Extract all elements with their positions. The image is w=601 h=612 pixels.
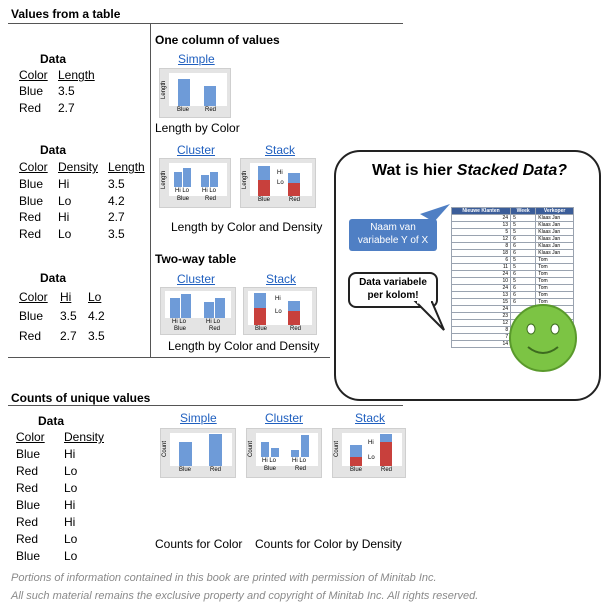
table-cell: 6 — [452, 257, 511, 264]
footer-line-1: Portions of information contained in this book are printed with permission of Minitab Inc. — [11, 572, 437, 584]
bar — [215, 298, 225, 318]
table-cell: Red — [19, 101, 42, 115]
bar — [174, 172, 182, 187]
table-cell: 4.2 — [88, 309, 105, 323]
table-cell: 18 — [452, 250, 511, 257]
table-cell: 6 — [511, 250, 536, 257]
tick-label: Hi Lo — [292, 458, 307, 464]
table-cell: Tom — [536, 299, 574, 306]
caption-length-by-color-density: Length by Color and Density — [168, 339, 320, 353]
table-cell: 23 — [452, 313, 511, 320]
table-cell: 3.5 — [108, 177, 125, 191]
table-cell: Hi — [64, 515, 76, 529]
table-cell: 24 — [452, 285, 511, 292]
table-row — [452, 215, 574, 222]
tick-label: Red — [295, 466, 307, 472]
table-cell: Tom — [536, 292, 574, 299]
tick-label: Red — [289, 197, 301, 203]
chart-thumbnail-counts-stack — [332, 428, 406, 478]
table-cell: Lo — [64, 549, 78, 563]
tick-label: Blue — [177, 196, 190, 202]
bar — [210, 172, 218, 187]
table-cell: Lo — [64, 481, 78, 495]
axis-label: Count — [248, 440, 254, 457]
data-heading: Data — [40, 52, 67, 66]
link-stack[interactable]: Stack — [266, 272, 297, 286]
table-cell: Lo — [64, 464, 78, 478]
table-cell: 11 — [452, 264, 511, 271]
bar — [170, 298, 180, 318]
tick-label: Red — [205, 107, 217, 113]
bar — [183, 168, 191, 187]
table-cell: 5 — [452, 229, 511, 236]
table-cell: 15 — [452, 299, 511, 306]
column-header-length: Length — [108, 160, 145, 174]
table-row — [452, 285, 574, 292]
table-cell: Red — [16, 481, 39, 495]
legend-label: Hi — [275, 296, 281, 302]
table-cell: Red — [16, 532, 39, 546]
caption-length-by-color: Length by Color — [155, 121, 240, 135]
section-title-values-from-table: Values from a table — [11, 7, 121, 21]
table-row — [452, 222, 574, 229]
bar — [201, 175, 209, 187]
variable-name-bubble: Naam van variabele Y of X — [349, 219, 437, 251]
tick-label: Blue — [177, 107, 190, 113]
bar-lo — [254, 308, 266, 325]
table-row — [452, 257, 574, 264]
bar — [291, 450, 299, 457]
table-row — [452, 229, 574, 236]
table-cell: Red — [19, 329, 42, 343]
column-header-density: Density — [58, 160, 99, 174]
table-cell: 6 — [511, 271, 536, 278]
table-cell: 5 — [511, 229, 536, 236]
link-stack[interactable]: Stack — [265, 143, 296, 157]
column-header-length: Length — [58, 68, 95, 82]
table-cell: Blue — [19, 194, 44, 208]
chart-thumbnail-two-way-stack — [243, 287, 317, 335]
table-cell: 5 — [511, 257, 536, 264]
link-cluster[interactable]: Cluster — [177, 272, 216, 286]
table-cell: Klaas Jan — [536, 250, 574, 257]
table-cell: 3.5 — [58, 84, 75, 98]
axis-label: Count — [162, 440, 168, 457]
bar-hi — [288, 301, 300, 311]
table-cell: Blue — [16, 498, 41, 512]
bar-lo — [288, 183, 300, 196]
table-row — [452, 250, 574, 257]
table-row — [452, 243, 574, 250]
chart-thumbnail-two-way-cluster — [160, 287, 236, 335]
bar-red-category — [204, 86, 216, 106]
tick-label: Red — [205, 196, 217, 202]
table-cell: Tom — [536, 285, 574, 292]
table-cell: Red — [16, 464, 39, 478]
legend-label: Lo — [275, 309, 282, 315]
table-cell: 2.7 — [58, 101, 75, 115]
bar-lo — [380, 442, 392, 466]
table-cell: Klaas Jan — [536, 236, 574, 243]
table-cell: Hi — [58, 177, 70, 191]
table-cell: 13 — [452, 222, 511, 229]
bar — [181, 294, 191, 318]
table-cell: 3.5 — [108, 227, 125, 241]
tick-label: Hi Lo — [262, 458, 277, 464]
legend-label: Hi — [368, 440, 374, 446]
chart-thumbnail-counts-simple — [160, 428, 236, 478]
table-cell: Blue — [19, 177, 44, 191]
chart-thumbnail-cluster — [159, 158, 231, 208]
table-cell: 2.7 — [108, 210, 125, 224]
tick-label: Red — [381, 467, 393, 473]
bar-hi — [288, 173, 300, 183]
bar — [209, 434, 222, 466]
column-header: Verkoper — [536, 208, 574, 215]
bar-blue — [178, 79, 190, 106]
data-heading: Data — [40, 143, 67, 157]
bar-hi — [350, 445, 362, 457]
link-simple[interactable]: Simple — [180, 411, 217, 425]
bar-hi — [380, 434, 392, 442]
table-cell: Klaas Jan — [536, 222, 574, 229]
axis-label: Length — [161, 80, 167, 99]
table-row — [452, 236, 574, 243]
table-cell: Lo — [58, 227, 72, 241]
table-cell: Hi — [64, 498, 76, 512]
footer-line-2: All such material remains the exclusive property and copyright of Minitab Inc. All rights reserved. — [11, 590, 479, 602]
table-row — [452, 271, 574, 278]
table-cell: 24 — [452, 215, 511, 222]
table-cell: 5 — [511, 278, 536, 285]
bar-hi — [254, 293, 266, 308]
table-cell: 8 — [452, 243, 511, 250]
table-cell: Hi — [58, 210, 70, 224]
table-cell: Blue — [16, 549, 41, 563]
table-cell: 3.5 — [60, 309, 77, 323]
bar — [301, 435, 309, 457]
table-cell: 14 — [452, 341, 511, 348]
tick-label: Blue — [179, 467, 192, 473]
callout-title-plain: Wat is hier — [372, 162, 457, 179]
table-cell: Red — [16, 515, 39, 529]
table-cell: Tom — [536, 271, 574, 278]
table-cell: 6 — [511, 299, 536, 306]
column-header-color: Color — [19, 290, 48, 304]
table-cell: 4.2 — [108, 194, 125, 208]
legend-label: Lo — [368, 455, 375, 461]
data-variable-bubble: Data variabele per kolom! — [348, 272, 438, 308]
bar-lo — [350, 457, 362, 466]
link-simple[interactable]: Simple — [178, 52, 215, 66]
column-header: Nieuwe Klanten — [452, 208, 511, 215]
table-row — [452, 292, 574, 299]
caption-counts-by-density: Counts for Color by Density — [255, 537, 402, 551]
table-cell: Hi — [64, 447, 76, 461]
table-cell: 2.7 — [60, 329, 77, 343]
caption-counts-for-color: Counts for Color — [155, 537, 243, 551]
tick-label: Hi Lo — [206, 319, 221, 325]
table-cell: 12 — [452, 320, 511, 327]
table-cell: Klaas Jan — [536, 215, 574, 222]
table-cell: 13 — [452, 292, 511, 299]
table-cell: 5 — [511, 264, 536, 271]
table-cell: 6 — [511, 236, 536, 243]
table-cell: 7 — [452, 334, 511, 341]
table-cell: 10 — [452, 278, 511, 285]
tick-label: Hi Lo — [172, 319, 187, 325]
table-cell: Blue — [19, 309, 44, 323]
table-cell: Tom — [536, 278, 574, 285]
table-cell: Blue — [19, 84, 44, 98]
tick-label: Blue — [255, 326, 268, 332]
table-cell: 5 — [511, 215, 536, 222]
tick-label: Red — [210, 467, 222, 473]
smiley-face-icon — [508, 303, 578, 373]
axis-label: Length — [242, 170, 248, 189]
column-header-lo: Lo — [88, 290, 102, 304]
chart-thumbnail-stack — [240, 158, 316, 208]
column-header-density: Density — [64, 430, 105, 444]
bar — [261, 442, 269, 457]
callout-pointer-white — [410, 300, 450, 334]
bar-hi — [258, 166, 270, 180]
bar-lo — [288, 311, 300, 325]
data-heading: Data — [38, 414, 65, 428]
table-cell: 24 — [452, 306, 511, 313]
tick-label: Red — [290, 326, 302, 332]
table-cell: 5 — [511, 222, 536, 229]
table-cell: Red — [19, 210, 42, 224]
table-cell: 12 — [452, 236, 511, 243]
caption-length-by-color-density: Length by Color and Density — [171, 220, 323, 234]
table-cell: Red — [19, 227, 42, 241]
tick-label: Blue — [258, 197, 271, 203]
tick-label: Hi Lo — [175, 188, 190, 194]
tick-label: Blue — [174, 326, 187, 332]
column-header-color: Color — [19, 160, 48, 174]
table-cell: Tom — [536, 264, 574, 271]
table-cell: 3.5 — [88, 329, 105, 343]
table-cell: Lo — [58, 194, 72, 208]
table-cell: Klaas Jan — [536, 229, 574, 236]
subtitle-one-column: One column of values — [155, 33, 280, 47]
link-stack[interactable]: Stack — [355, 411, 386, 425]
bar — [179, 442, 192, 466]
table-cell: 6 — [511, 243, 536, 250]
chart-thumbnail-simple — [159, 68, 231, 118]
bar — [271, 448, 279, 457]
axis-label: Count — [334, 440, 340, 457]
table-row — [452, 264, 574, 271]
column-header-color: Color — [16, 430, 45, 444]
bar — [204, 302, 214, 318]
axis-label: Length — [161, 170, 167, 189]
table-cell: 6 — [511, 292, 536, 299]
column-header-color: Color — [19, 68, 48, 82]
subtitle-two-way-table: Two-way table — [155, 252, 237, 266]
chart-thumbnail-counts-cluster — [246, 428, 322, 478]
table-row — [452, 278, 574, 285]
legend-label: Hi — [277, 170, 283, 176]
table-cell: Lo — [64, 532, 78, 546]
column-header: Week — [511, 208, 536, 215]
tick-label: Hi Lo — [202, 188, 217, 194]
table-cell: 8 — [452, 327, 511, 334]
callout-title-italic: Stacked Data? — [456, 162, 568, 179]
tick-label: Blue — [264, 466, 277, 472]
table-cell: Blue — [16, 447, 41, 461]
column-header-hi: Hi — [60, 290, 72, 304]
tick-label: Red — [209, 326, 221, 332]
tick-label: Blue — [350, 467, 363, 473]
data-heading: Data — [40, 271, 67, 285]
table-cell: Tom — [536, 257, 574, 264]
table-cell: 6 — [511, 285, 536, 292]
bar-lo — [258, 180, 270, 196]
table-cell: Klaas Jan — [536, 243, 574, 250]
callout-title — [372, 162, 567, 180]
link-cluster[interactable]: Cluster — [265, 411, 304, 425]
table-cell: 24 — [452, 271, 511, 278]
section-title-counts: Counts of unique values — [11, 391, 151, 405]
legend-label: Lo — [277, 180, 284, 186]
link-cluster[interactable]: Cluster — [177, 143, 216, 157]
